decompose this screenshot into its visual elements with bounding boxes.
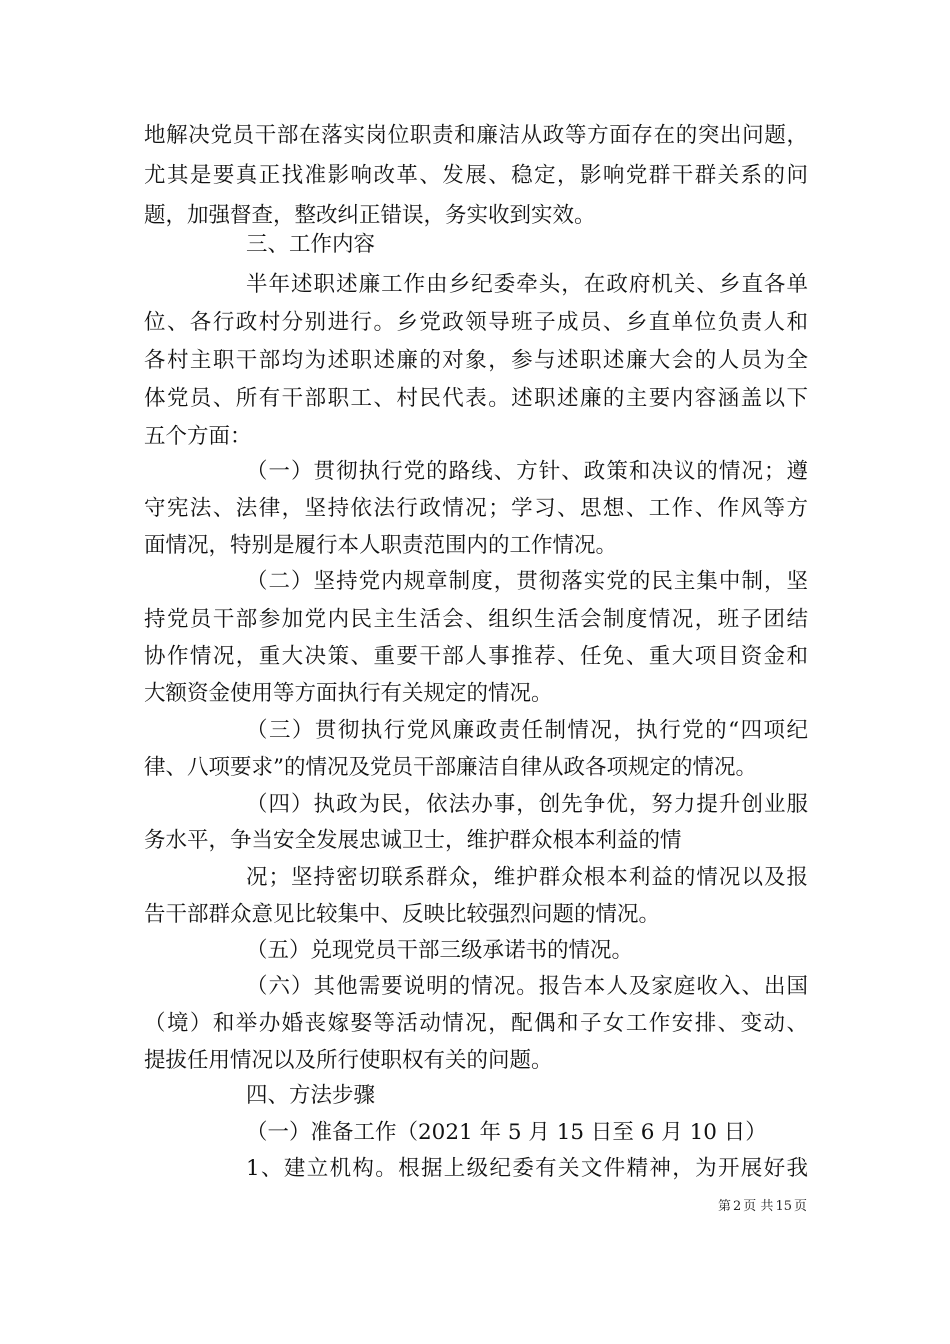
paragraph-line: 题，加强督查，整改纠正错误，务实收到实效。 <box>144 203 596 228</box>
list-item-line: （境）和举办婚丧嫁娶等活动情况，配偶和子女工作安排、变动、 <box>144 1011 808 1036</box>
paragraph-line: 1、建立机构。根据上级纪委有关文件精神，为开展好我 <box>246 1156 808 1181</box>
paragraph-line: 各村主职干部均为述职述廉的对象，参与述职述廉大会的人员为全 <box>144 348 808 373</box>
footer-total-pages: 15 <box>775 1199 792 1214</box>
page-footer <box>600 1198 808 1216</box>
paragraph-line: 半年述职述廉工作由乡纪委牵头，在政府机关、乡直各单 <box>246 272 808 297</box>
list-item-line: （二）坚持党内规章制度，贯彻落实党的民主集中制，坚 <box>246 569 808 594</box>
list-item-line: 持党员干部参加党内民主生活会、组织生活会制度情况，班子团结 <box>144 607 808 632</box>
subsection-heading: （一）准备工作（2021 年 5 月 15 日至 6 月 10 日） <box>246 1120 767 1145</box>
footer-prefix: 第 <box>718 1199 732 1214</box>
paragraph-line: 地解决党员干部在落实岗位职责和廉洁从政等方面存在的突出问题， <box>144 123 808 148</box>
paragraph-line: 体党员、所有干部职工、村民代表。述职述廉的主要内容涵盖以下 <box>144 386 808 411</box>
section-heading: 三、工作内容 <box>246 232 376 257</box>
section-heading: 四、方法步骤 <box>246 1083 376 1108</box>
list-item-line: 律、八项要求”的情况及党员干部廉洁自律从政各项规定的情况。 <box>144 755 757 780</box>
paragraph-line: 位、各行政村分别进行。乡党政领导班子成员、乡直单位负责人和 <box>144 310 808 335</box>
list-item-line: （六）其他需要说明的情况。报告本人及家庭收入、出国 <box>246 974 808 999</box>
list-item-line: （四）执政为民，依法办事，创先争优，努力提升创业服 <box>246 792 808 817</box>
list-item-line: （五）兑现党员干部三级承诺书的情况。 <box>246 938 634 963</box>
list-item-line: 务水平，争当安全发展忠诚卫士，维护群众根本利益的情 <box>144 828 682 853</box>
list-item-line: 况；坚持密切联系群众，维护群众根本利益的情况以及报 <box>246 865 808 890</box>
list-item-line: 协作情况，重大决策、重要干部人事推荐、任免、重大项目资金和 <box>144 644 808 669</box>
footer-middle: 页 共 <box>743 1199 774 1214</box>
list-item-line: （三）贯彻执行党风廉政责任制情况，执行党的“四项纪 <box>246 718 808 743</box>
list-item-line: 守宪法、法律，坚持依法行政情况；学习、思想、工作、作风等方 <box>144 496 808 521</box>
paragraph-line: 尤其是要真正找准影响改革、发展、稳定，影响党群干群关系的问 <box>144 163 808 188</box>
list-item-line: （一）贯彻执行党的路线、方针、政策和决议的情况；遵 <box>246 459 808 484</box>
list-item-line: 大额资金使用等方面执行有关规定的情况。 <box>144 681 553 706</box>
paragraph-line: 五个方面： <box>144 424 252 449</box>
footer-suffix: 页 <box>793 1199 807 1214</box>
list-item-line: 告干部群众意见比较集中、反映比较强烈问题的情况。 <box>144 902 661 927</box>
list-item-line: 提拔任用情况以及所行使职权有关的问题。 <box>144 1048 553 1073</box>
list-item-line: 面情况，特别是履行本人职责范围内的工作情况。 <box>144 533 618 558</box>
footer-page-number: 2 <box>733 1199 742 1214</box>
